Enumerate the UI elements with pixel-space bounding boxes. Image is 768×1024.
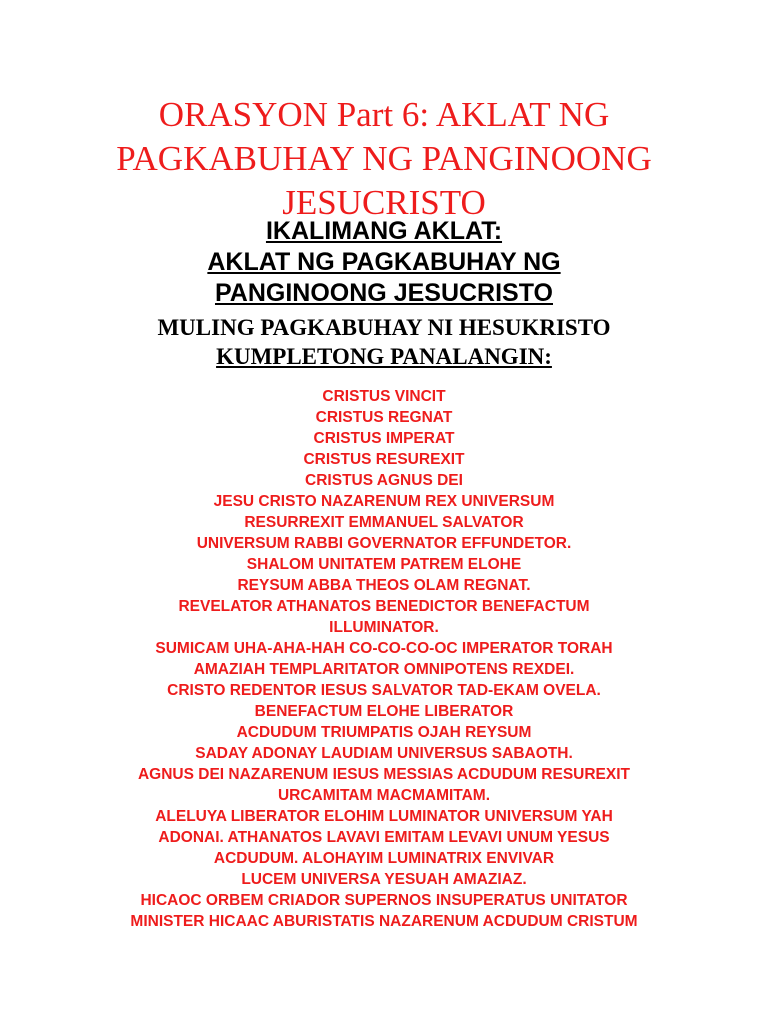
subtitle-line: PANGINOONG JESUCRISTO	[214, 279, 553, 307]
prayer-text	[20, 386, 748, 932]
prayer-line: SUMICAM UHA-AHA-HAH CO-CO-CO-OC IMPERATOR TORAH	[155, 640, 613, 657]
heading-line: MULING PAGKABUHAY NI HESUKRISTO	[157, 315, 611, 340]
prayer-line: MINISTER HICAAC ABURISTATIS NAZARENUM ACDUDUM CRISTUM	[130, 913, 638, 930]
title-line: PAGKABUHAY NG PANGINOONG	[116, 139, 652, 178]
prayer-line: ACDUDUM. ALOHAYIM LUMINATRIX ENVIVAR	[213, 850, 555, 867]
prayer-line: REVELATOR ATHANATOS BENEDICTOR BENEFACTUM	[178, 598, 590, 615]
document-title	[40, 93, 728, 225]
prayer-line: ILLUMINATOR.	[329, 619, 439, 636]
prayer-line: ALELUYA LIBERATOR ELOHIM LUMINATOR UNIVERSUM YAH	[155, 808, 613, 825]
prayer-line: ACDUDUM TRIUMPATIS OJAH REYSUM	[236, 724, 532, 741]
prayer-line: REYSUM ABBA THEOS OLAM REGNAT.	[237, 577, 531, 594]
subtitle-line: AKLAT NG PAGKABUHAY NG	[207, 248, 561, 276]
subtitle-line: IKALIMANG AKLAT:	[265, 217, 503, 245]
prayer-line: RESURREXIT EMMANUEL SALVATOR	[244, 514, 524, 531]
prayer-line: SADAY ADONAY LAUDIAM UNIVERSUS SABAOTH.	[195, 745, 573, 762]
heading-underlined: KUMPLETONG PANALANGIN:	[216, 344, 552, 369]
prayer-line: AGNUS DEI NAZARENUM IESUS MESSIAS ACDUDUM RESUREXIT	[137, 766, 631, 783]
title-line: JESUCRISTO	[282, 183, 486, 222]
prayer-line: HICAOC ORBEM CRIADOR SUPERNOS INSUPERATUS UNITATOR	[140, 892, 628, 909]
prayer-line: UNIVERSUM RABBI GOVERNATOR EFFUNDETOR.	[196, 535, 572, 552]
prayer-line: CRISTUS VINCIT	[322, 388, 446, 405]
prayer-line: CRISTUS AGNUS DEI	[305, 472, 463, 489]
prayer-line: JESU CRISTO NAZARENUM REX UNIVERSUM	[213, 493, 555, 510]
prayer-line: CRISTO REDENTOR IESUS SALVATOR TAD-EKAM OVELA.	[167, 682, 601, 699]
prayer-line: BENEFACTUM ELOHE LIBERATOR	[254, 703, 514, 720]
prayer-heading	[40, 313, 728, 371]
prayer-line: CRISTUS IMPERAT	[313, 430, 455, 447]
book-subtitle	[40, 216, 728, 309]
prayer-line: CRISTUS RESUREXIT	[303, 451, 465, 468]
prayer-line: SHALOM UNITATEM PATREM ELOHE	[246, 556, 522, 573]
prayer-line: URCAMITAM MACMAMITAM.	[277, 787, 491, 804]
prayer-line: LUCEM UNIVERSA YESUAH AMAZIAZ.	[241, 871, 527, 888]
prayer-line: ADONAI. ATHANATOS LAVAVI EMITAM LEVAVI UNUM YESUS	[158, 829, 610, 846]
prayer-line: CRISTUS REGNAT	[315, 409, 453, 426]
prayer-line: AMAZIAH TEMPLARITATOR OMNIPOTENS REXDEI.	[193, 661, 575, 678]
title-line: ORASYON Part 6: AKLAT NG	[158, 95, 610, 134]
